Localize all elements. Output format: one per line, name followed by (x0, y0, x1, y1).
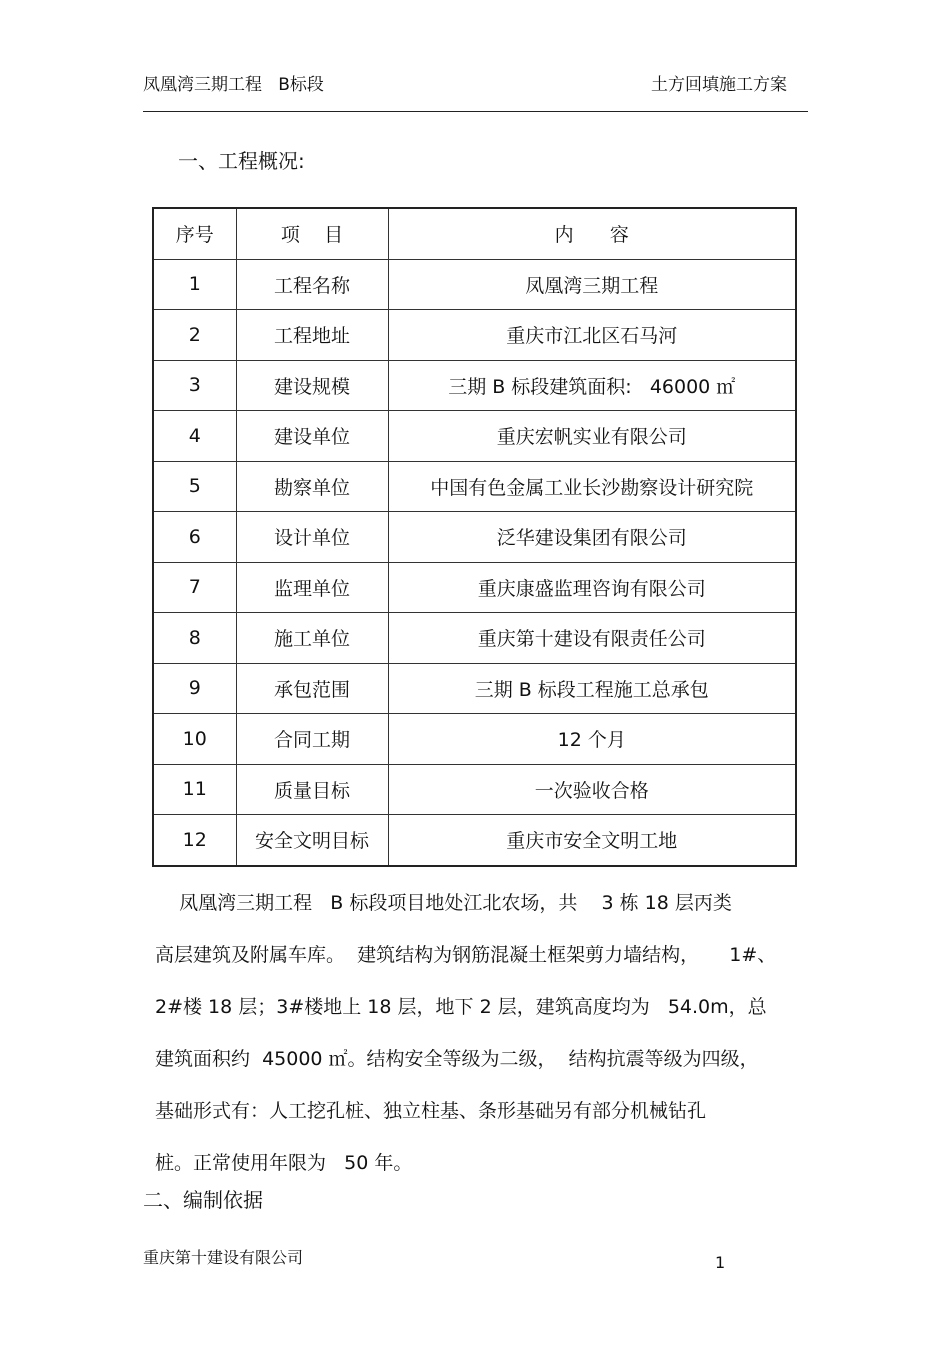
cell-content: 重庆第十建设有限责任公司 (388, 613, 796, 664)
cell-content: 凤凰湾三期工程 (388, 259, 796, 310)
project-info-table (152, 207, 797, 867)
cell-item: 勘察单位 (236, 461, 388, 512)
table-row (153, 259, 796, 310)
table-row (153, 411, 796, 462)
cell-item: 合同工期 (236, 714, 388, 765)
header-cell-item: 项 目 (236, 208, 388, 259)
cell-content: 三期 B 标段建筑面积: 46000 ㎡ (388, 360, 796, 411)
table-row (153, 310, 796, 361)
table-row (153, 562, 796, 613)
cell-content: 12 个月 (388, 714, 796, 765)
cell-content: 重庆市江北区石马河 (388, 310, 796, 361)
cell-item: 设计单位 (236, 512, 388, 563)
section-title-overview: 一、工程概况: (178, 149, 305, 173)
project-overview-paragraph (155, 877, 810, 1189)
cell-content: 重庆市安全文明工地 (388, 815, 796, 866)
cell-content: 泛华建设集团有限公司 (388, 512, 796, 563)
cell-content: 一次验收合格 (388, 764, 796, 815)
page-number: 1 (715, 1253, 726, 1272)
cell-no: 6 (153, 512, 236, 563)
cell-item: 工程名称 (236, 259, 388, 310)
table-row (153, 613, 796, 664)
cell-item: 承包范围 (236, 663, 388, 714)
table-row (153, 360, 796, 411)
cell-content: 重庆康盛监理咨询有限公司 (388, 562, 796, 613)
table-row (153, 764, 796, 815)
cell-no: 9 (153, 663, 236, 714)
header-document-title: 土方回填施工方案 (651, 75, 787, 95)
cell-no: 4 (153, 411, 236, 462)
cell-no: 12 (153, 815, 236, 866)
paragraph-line: 基础形式有：人工挖孔桩、独立柱基、条形基础另有部分机械钻孔 (155, 1100, 707, 1122)
table-row (153, 663, 796, 714)
cell-item: 监理单位 (236, 562, 388, 613)
cell-content: 重庆宏帆实业有限公司 (388, 411, 796, 462)
cell-content: 三期 B 标段工程施工总承包 (388, 663, 796, 714)
cell-no: 3 (153, 360, 236, 411)
cell-no: 7 (153, 562, 236, 613)
section-title-basis: 二、编制依据 (143, 1188, 263, 1212)
cell-item: 安全文明目标 (236, 815, 388, 866)
cell-no: 11 (153, 764, 236, 815)
table-row (153, 714, 796, 765)
paragraph-line: 2#楼 18 层；3#楼地上 18 层，地下 2 层，建筑高度均为 54.0m，总 (155, 996, 767, 1018)
table-row (153, 512, 796, 563)
cell-no: 8 (153, 613, 236, 664)
paragraph-line: 桩。正常使用年限为 50 年。 (155, 1152, 413, 1174)
table-header-row (153, 208, 796, 259)
cell-content: 中国有色金属工业长沙勘察设计研究院 (388, 461, 796, 512)
paragraph-line: 建筑面积约 45000 ㎡。结构安全等级为二级， 结构抗震等级为四级， (155, 1048, 759, 1070)
cell-item: 工程地址 (236, 310, 388, 361)
cell-no: 2 (153, 310, 236, 361)
header-cell-no: 序号 (153, 208, 236, 259)
table-row (153, 815, 796, 866)
cell-no: 10 (153, 714, 236, 765)
cell-item: 施工单位 (236, 613, 388, 664)
header-divider (143, 111, 808, 112)
header-cell-content: 内 容 (388, 208, 796, 259)
cell-item: 质量目标 (236, 764, 388, 815)
paragraph-line: 高层建筑及附属车库。 建筑结构为钢筋混凝土框架剪力墙结构， 1#、 (155, 944, 777, 966)
cell-item: 建设规模 (236, 360, 388, 411)
paragraph-line: 凤凰湾三期工程 B 标段项目地处江北农场，共 3 栋 18 层丙类 (155, 892, 732, 914)
cell-item: 建设单位 (236, 411, 388, 462)
footer-company: 重庆第十建设有限公司 (143, 1248, 304, 1267)
header-project-title: 凤凰湾三期工程 B标段 (143, 75, 324, 95)
cell-no: 5 (153, 461, 236, 512)
cell-no: 1 (153, 259, 236, 310)
table-row (153, 461, 796, 512)
